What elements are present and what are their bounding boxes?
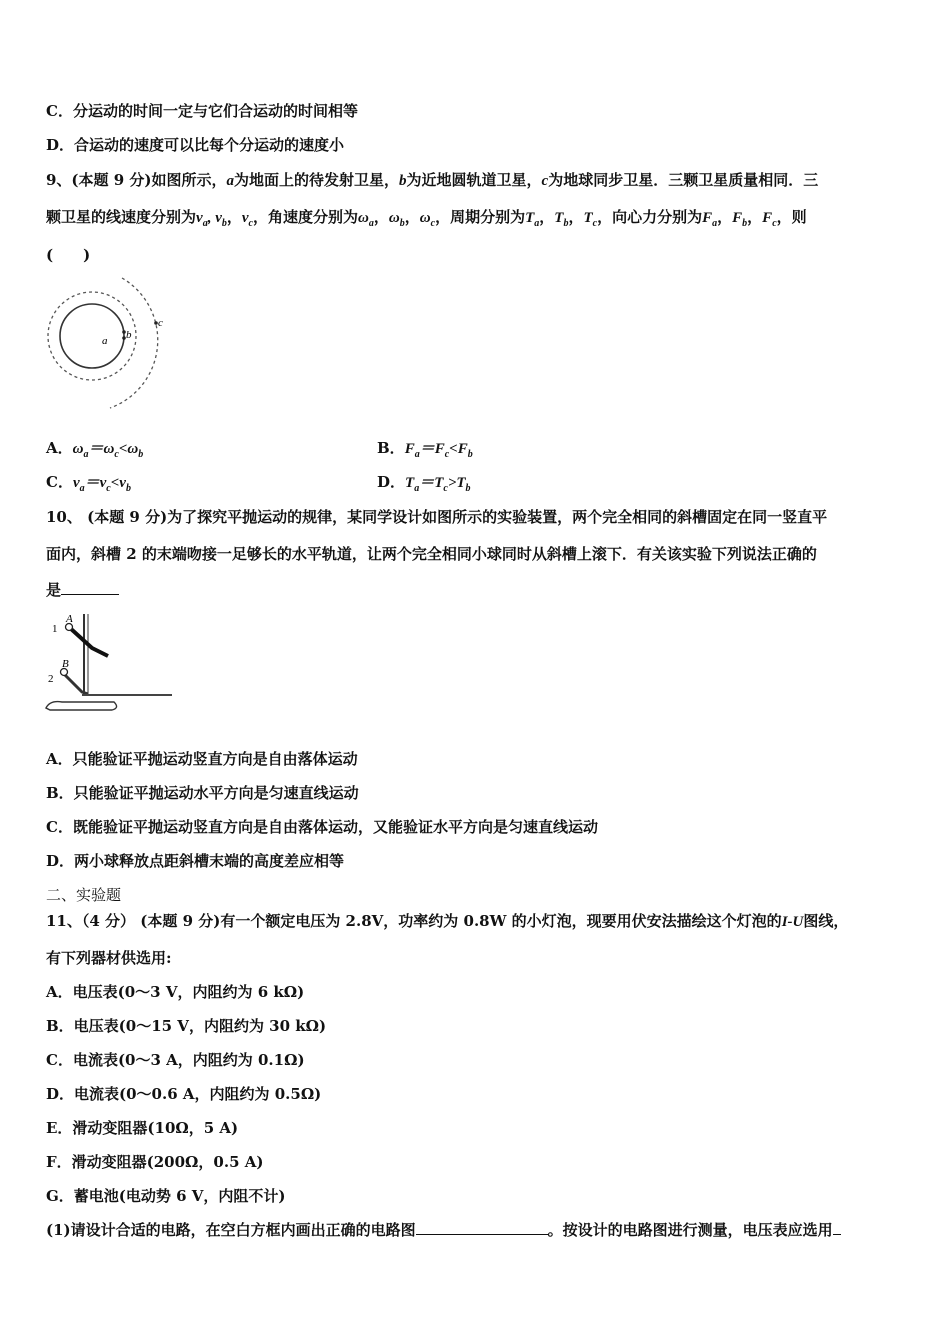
label-a: a: [102, 335, 108, 347]
q11-item-d: D．电流表(0～0.6 A，内阻约为 0.5Ω): [46, 1085, 322, 1103]
q11-stem-line2: 有下列器材供选用:: [46, 949, 172, 967]
q8-option-c: C．分运动的时间一定与它们合运动的时间相等: [46, 102, 358, 120]
base: [46, 702, 117, 710]
q10-option-b: B．只能验证平抛运动水平方向是匀速直线运动: [46, 784, 359, 802]
q9-stem-line1: 9、(本题 9 分)如图所示，a为地面上的待发射卫星，b为近地圆轨道卫星，c为地球同步卫星．三颗卫星质量相同．三: [46, 171, 819, 189]
sync-orbit-arc: [110, 278, 158, 408]
q9-option-c: C．$v_a=v_c<v_b$: [46, 473, 131, 494]
q9-option-d: D．$T_a=T_c>T_b$: [377, 473, 471, 494]
q9-answer-paren: ( ): [46, 246, 91, 264]
label-1: 1: [52, 623, 58, 635]
earth: [60, 304, 124, 368]
label-b: b: [126, 329, 132, 341]
answer-blank: [416, 1220, 548, 1235]
label-A: A: [66, 613, 73, 625]
answer-blank: [61, 580, 119, 595]
q11-stem-line1: 11、（4 分） (本题 9 分)有一个额定电压为 2.8V，功率约为 0.8W 的小灯泡，现要用伏安法描绘这个灯泡的I-U图线，: [46, 912, 849, 930]
label-c: c: [158, 317, 163, 329]
q9-orbit-figure: [40, 276, 170, 416]
q10-stem-line2: 面内，斜槽 2 的末端吻接一足够长的水平轨道，让两个完全相同小球同时从斜槽上滚下．有关该实验下列说法正确的: [46, 545, 817, 563]
label-B: B: [62, 658, 69, 670]
chute-1: [70, 628, 108, 656]
q11-item-e: E．滑动变阻器(10Ω，5 A): [46, 1119, 239, 1137]
q11-item-b: B．电压表(0～15 V，内阻约为 30 kΩ): [46, 1017, 327, 1035]
q11-item-a: A．电压表(0～3 V，内阻约为 6 kΩ): [46, 983, 305, 1001]
q11-item-g: G．蓄电池(电动势 6 V，内阻不计): [46, 1187, 286, 1205]
q11-item-f: F．滑动变阻器(200Ω，0.5 A): [46, 1153, 264, 1171]
section-heading: 二、实验题: [46, 886, 122, 904]
answer-blank: [833, 1220, 841, 1235]
q10-stem-line1: 10、 (本题 9 分)为了探究平抛运动的规律，某同学设计如图所示的实验装置，两个完全相同的斜槽固定在同一竖直平: [46, 508, 828, 526]
q8-option-d: D．合运动的速度可以比每个分运动的速度小: [46, 136, 345, 154]
q10-option-d: D．两小球释放点距斜槽末端的高度差应相等: [46, 852, 345, 870]
label-2: 2: [48, 673, 54, 685]
q10-apparatus-figure: [42, 610, 177, 715]
q9-option-a: A．$\omega_a=\omega_c<\omega_b$: [46, 439, 144, 460]
q11-part1: (1)请设计合适的电路，在空白方框内画出正确的电路图 。按设计的电路图进行测量，电压表应选用: [46, 1220, 841, 1240]
q11-item-c: C．电流表(0～3 A，内阻约为 0.1Ω): [46, 1051, 305, 1069]
near-earth-orbit: [48, 292, 136, 380]
q10-option-c: C．既能验证平抛运动竖直方向是自由落体运动，又能验证水平方向是匀速直线运动: [46, 818, 598, 836]
q10-stem-line3: 是: [46, 580, 119, 600]
q9-stem-line2: 颗卫星的线速度分别为$v_a$, $v_b$，$v_c$，角速度分别为$\omega_a$，$\omega_b$，$\omega_c$，周期分别为$T_a$，$T_b$，$T_c$，向心力分别为$F_a$，$F_b$，$F_c$，则: [46, 208, 807, 229]
q10-option-a: A．只能验证平抛运动竖直方向是自由落体运动: [46, 750, 358, 768]
q9-option-b: B．$F_a=F_c<F_b$: [377, 439, 473, 460]
